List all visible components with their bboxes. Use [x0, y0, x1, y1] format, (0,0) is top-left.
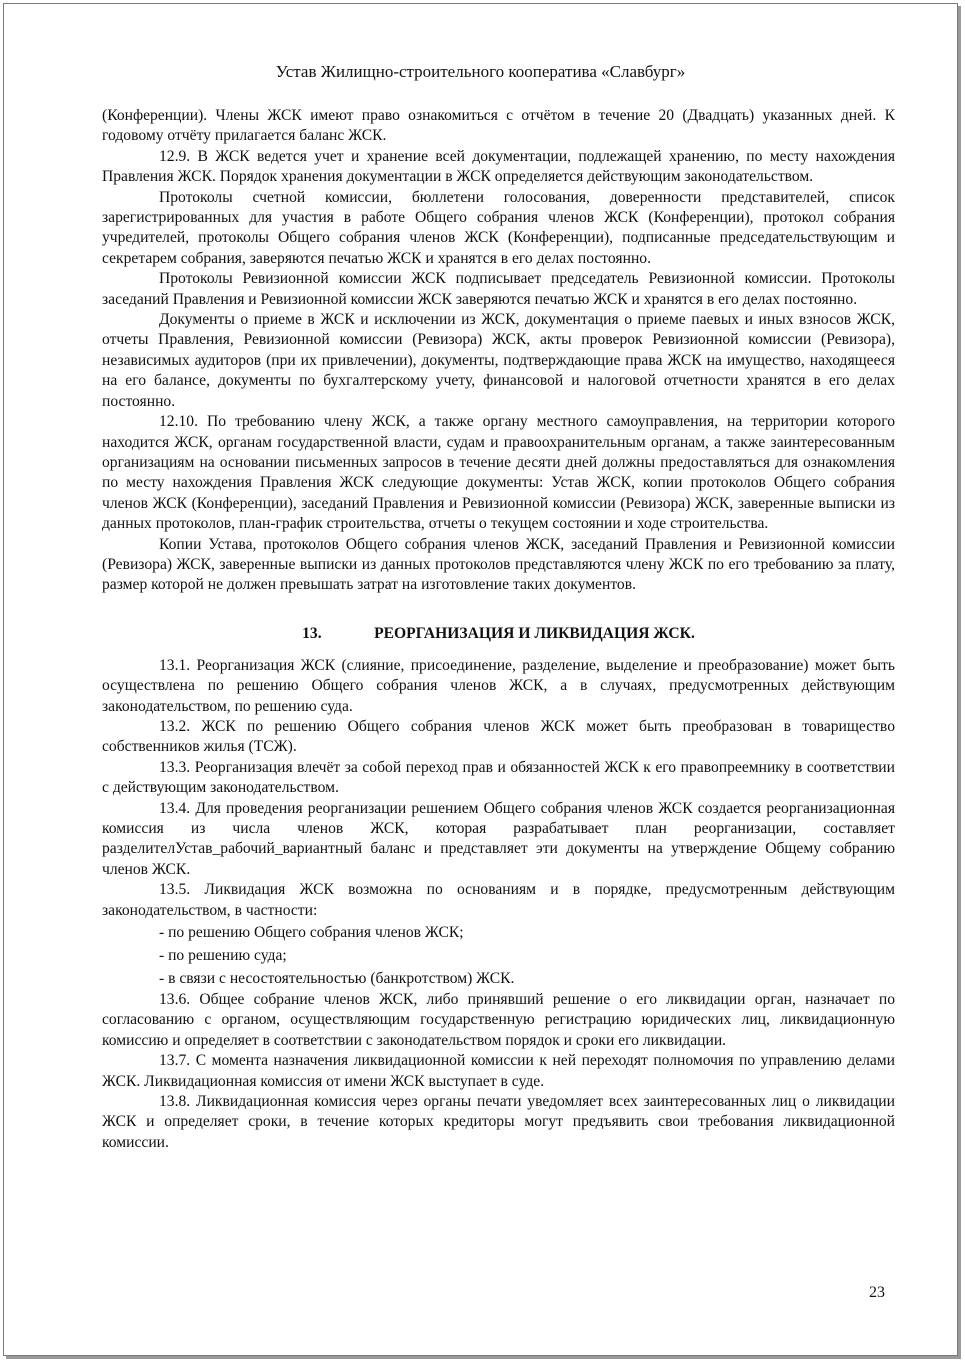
paragraph: 13.5. Ликвидация ЖСК возможна по основаниям и в порядке, предусмотренным действующим законодательством, в частности:	[102, 881, 895, 919]
page-number: 23	[869, 1284, 885, 1301]
paragraph: Документы о приеме в ЖСК и исключении из ЖСК, документация о приеме паевых и иных взносов ЖСК, отчеты Правления, Ревизионной комиссии (Ревизора) ЖСК, акты проверок Ревизионной комиссии (Ревизора), независимых аудиторов (при их привлечении), документы, подтверждающие права ЖСК на имущество, находящееся на его балансе, документы по бухгалтерскому учету, финансовой и налоговой отчетности хранятся в его делах постоянно.	[102, 311, 895, 410]
paragraph: 13.6. Общее собрание членов ЖСК, либо принявший решение о его ликвидации орган, назначает по согласованию с органом, осуществляющим государственную регистрацию юридических лиц, ликвидационную комиссию и определяет в соответствии с законодательством порядок и сроки его ликвидации.	[102, 991, 895, 1049]
paragraph: 13.8. Ликвидационная комиссия через органы печати уведомляет всех заинтересованных лиц о ликвидации ЖСК и определяет сроки, в течение которых кредиторы могут предъявить свои требования ликвидационной комиссии.	[102, 1093, 895, 1151]
paragraph: (Конференции). Члены ЖСК имеют право ознакомиться с отчётом в течение 20 (Двадцать) указанных дней. К годовому отчёту прилагается баланс ЖСК.	[102, 107, 895, 145]
paragraph: Копии Устава, протоколов Общего собрания членов ЖСК, заседаний Правления и Ревизионной комиссии (Ревизора) ЖСК, заверенные выписки из данных протоколов представляются члену ЖСК по его требованию за плату, размер которой не должен превышать затрат на изготовление таких документов.	[102, 535, 895, 594]
paragraph: 12.9. В ЖСК ведется учет и хранение всей документации, подлежащей хранению, по месту нахождения Правления ЖСК. Порядок хранения документации в ЖСК определяется действующим законодательством.	[102, 147, 895, 186]
list-item: - по решению суда;	[159, 947, 287, 965]
document-page	[3, 3, 958, 1356]
section-title: РЕОРГАНИЗАЦИЯ И ЛИКВИДАЦИЯ ЖСК.	[374, 624, 695, 642]
running-header: Устав Жилищно-строительного кооператива «Славбург»	[275, 62, 686, 81]
paragraph: 13.1. Реорганизация ЖСК (слияние, присоединение, разделение, выделение и преобразование) может быть осуществлена по решению Общего собрания членов ЖСК, а в случаях, предусмотренных действующим законодательством, по решению суда.	[102, 656, 895, 715]
paragraph: 12.10. По требованию члену ЖСК, а также органу местного самоуправления, на территории которого находится ЖСК, органам государственной власти, судам и правоохранительным органам, а также заинтересованным организациям на основании письменных запросов в течение десяти дней должны предоставляться для ознакомления по месту нахождения Правления ЖСК следующие документы: Устав ЖСК, копии протоколов Общего собрания членов ЖСК (Конференции), заседаний Правления и Ревизионной комиссии (Ревизора) ЖСК, заверенные выписки из данных протоколов, план-график строительства, отчеты о текущем состоянии и ходе строительства.	[102, 413, 895, 533]
list-item: - в связи с несостоятельностью (банкротством) ЖСК.	[159, 970, 515, 988]
paragraph: 13.2. ЖСК по решению Общего собрания членов ЖСК может быть преобразован в товарищество собственников жилья (ТСЖ).	[102, 717, 895, 756]
page-body	[102, 106, 895, 1153]
paragraph: Протоколы Ревизионной комиссии ЖСК подписывает председатель Ревизионной комиссии. Протоколы заседаний Правления и Ревизионной комиссии ЖСК заверяются печатью ЖСК и хранятся в его делах постоянно.	[102, 270, 895, 308]
section-number: 13.	[302, 624, 322, 642]
paragraph: 13.4. Для проведения реорганизации решением Общего собрания членов ЖСК создается реорганизационная комиссия из числа членов ЖСК, которая разрабатывает план реорганизации, составляет разделителУстав_рабочий_вариантный баланс и представляет эти документы на утверждение Общему собранию членов ЖСК.	[102, 799, 895, 878]
paragraph: Протоколы счетной комиссии, бюллетени голосования, доверенности представителей, список зарегистрированных для участия в работе Общего собрания членов ЖСК (Конференции), протокол собрания учредителей, протоколы Общего собрания членов ЖСК (Конференции), подписанные председательствующим и секретарем собрания, заверяются печатью ЖСК и хранятся в его делах постоянно.	[102, 188, 895, 267]
paragraph: 13.7. С момента назначения ликвидационной комиссии к ней переходят полномочия по управлению делами ЖСК. Ликвидационная комиссия от имени ЖСК выступает в суде.	[102, 1052, 895, 1090]
section-heading	[102, 624, 895, 644]
paragraph: 13.3. Реорганизация влечёт за собой переход прав и обязанностей ЖСК к его правопреемнику в соответствии с действующим законодательством.	[102, 758, 895, 797]
list-item: - по решению Общего собрания членов ЖСК;	[159, 924, 464, 942]
